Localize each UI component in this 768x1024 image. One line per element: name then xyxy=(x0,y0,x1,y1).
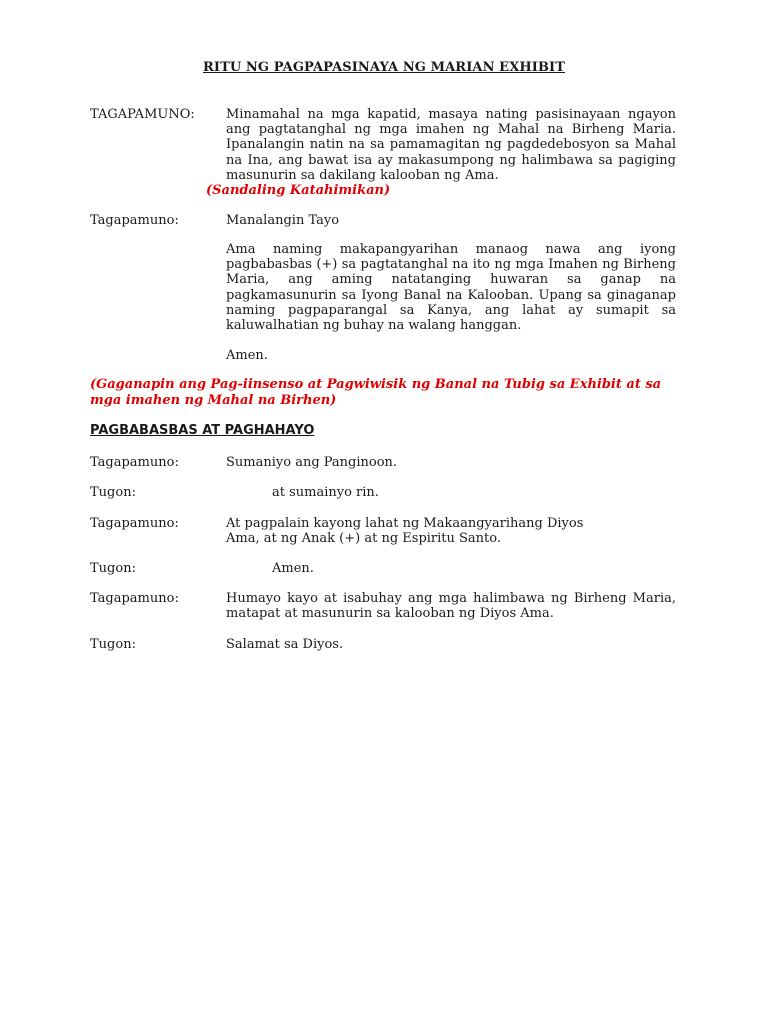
speaker-label: Tugon: xyxy=(90,485,136,500)
dialogue-text: At pagpalain kayong lahat ng Makaangyarihang Diyos xyxy=(226,516,584,531)
speaker-label: TAGAPAMUNO: xyxy=(90,107,195,122)
dialogue-text: at sumainyo rin. xyxy=(272,485,379,500)
speaker-label: Tugon: xyxy=(90,637,136,652)
opening-text xyxy=(206,107,676,199)
prayer-invite: Manalangin Tayo xyxy=(226,213,340,228)
speaker-label: Tagapamuno: xyxy=(90,213,179,228)
speaker-label: Tagapamuno: xyxy=(90,591,179,606)
dialogue-text: Amen. xyxy=(272,561,314,576)
rubric-note: (Gaganapin ang Pag-iinsenso at Pagwiwisik ng Banal na Tubig sa Exhibit at sa mga imahen ng Mahal na Birhen) xyxy=(90,377,662,408)
dialogue-text-continued: Ama, at ng Anak (+) at ng Espiritu Santo. xyxy=(226,531,502,546)
opening-paragraph: Minamahal na mga kapatid, masaya nating pasisinayaan ngayon ang pagtatanghal ng mga imahen ng Mahal na Birheng Maria. Ipanalangin natin na sa pamamagitan ng pagdedebosyon sa Mahal na Ina, ang bawat isa ay makasumpong ng halimbawa sa pagiging masunurin sa dakilang kalooban ng Ama. xyxy=(226,107,676,183)
blessing-heading: PAGBABASBAS AT PAGHAHAYO xyxy=(90,423,315,438)
speaker-label: Tagapamuno: xyxy=(90,455,179,470)
silence-note: (Sandaling Katahimikan) xyxy=(206,183,391,199)
dialogue-text: Humayo kayo at isabuhay ang mga halimbawa ng Birheng Maria, matapat at masunurin sa kalooban ng Diyos Ama. xyxy=(226,591,676,622)
dialogue-text: Salamat sa Diyos. xyxy=(226,637,344,652)
speaker-label: Tagapamuno: xyxy=(90,516,179,531)
speaker-label: Tugon: xyxy=(90,561,136,576)
prayer-text: Ama naming makapangyarihan manaog nawa ang iyong pagbabasbas (+) sa pagtatanghal na ito ng mga Imahen ng Birheng Maria, ang aming natatanging huwaran sa ganap na pagkamasunurin sa Iyong Banal na Kalooban. Upang sa ginaganap naming pagpaparangal sa Kanya, ang lahat ay sumapit sa kaluwalhatian ng buhay na walang hanggan. xyxy=(226,242,676,334)
prayer-amen: Amen. xyxy=(226,348,268,363)
dialogue-text: Sumaniyo ang Panginoon. xyxy=(226,455,398,470)
document-title: RITU NG PAGPAPASINAYA NG MARIAN EXHIBIT xyxy=(202,60,565,75)
